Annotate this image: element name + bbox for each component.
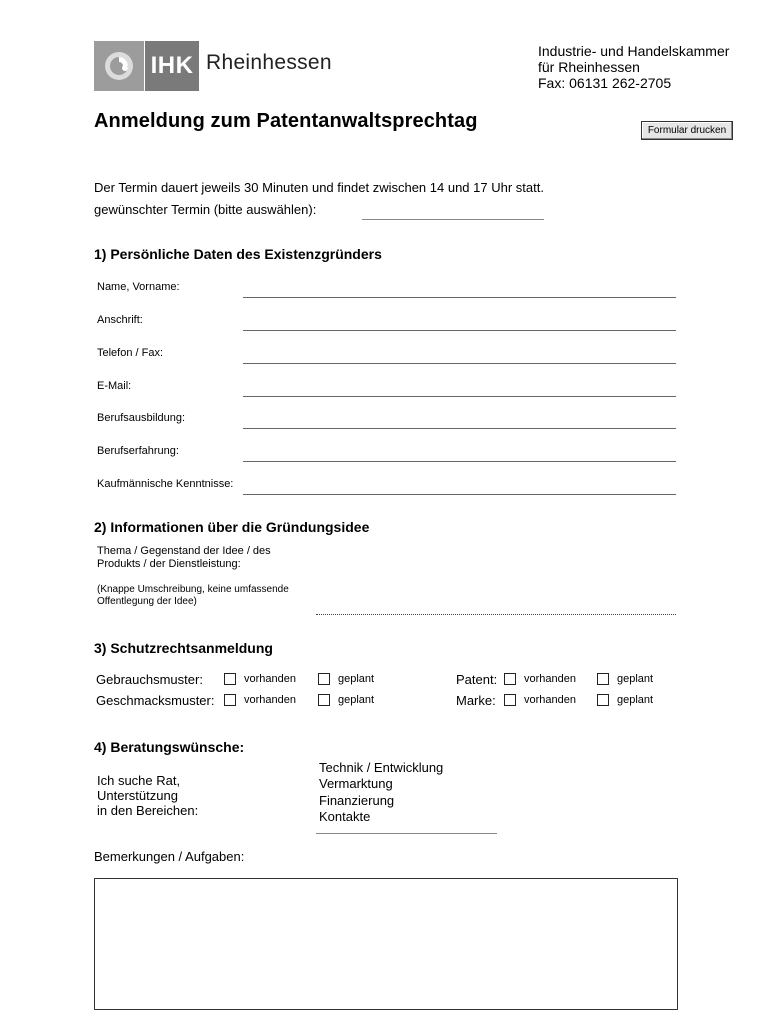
page-title: Anmeldung zum Patentanwaltsprechtag [94, 110, 478, 132]
org-fax: Fax: 06131 262-2705 [538, 75, 672, 91]
advice-option-kontakte[interactable]: Kontakte [319, 808, 371, 824]
address-field[interactable] [243, 330, 676, 331]
trademark-planned-label: geplant [617, 694, 654, 706]
utility-model-present-label: vorhanden [244, 673, 296, 685]
logo-region-text: Rheinhessen [206, 51, 332, 74]
business-knowledge-field[interactable] [243, 494, 676, 495]
termin-label: gewünschter Termin (bitte auswählen): [94, 202, 317, 217]
trademark-label: Marke: [456, 693, 496, 708]
emblem-icon [94, 41, 144, 91]
design-present-checkbox[interactable] [224, 694, 236, 706]
organization-address [538, 43, 729, 91]
advice-label-line3: in den Bereichen: [97, 803, 199, 818]
idea-topic-label [97, 545, 271, 571]
advice-options-underline [316, 833, 497, 834]
email-field[interactable] [243, 396, 676, 397]
business-knowledge-label: Kaufmännische Kenntnisse: [97, 478, 234, 490]
utility-model-planned-checkbox[interactable] [318, 673, 330, 685]
section4-heading: 4) Beratungswünsche: [94, 739, 245, 755]
patent-present-label: vorhanden [524, 673, 576, 685]
phone-fax-field[interactable] [243, 363, 676, 364]
idea-note [97, 584, 289, 608]
advice-label [97, 773, 198, 818]
utility-model-planned-label: geplant [338, 673, 375, 685]
name-label: Name, Vorname: [97, 281, 180, 293]
design-present-label: vorhanden [244, 694, 296, 706]
intro-text: Der Termin dauert jeweils 30 Minuten und findet zwischen 14 und 17 Uhr statt. [94, 180, 544, 195]
section2-heading: 2) Informationen über die Gründungsidee [94, 519, 370, 535]
idea-field[interactable] [316, 614, 676, 615]
idea-note-line1: (Knappe Umschreibung, keine umfassende [97, 584, 289, 595]
design-planned-checkbox[interactable] [318, 694, 330, 706]
idea-topic-label-line2: Produkts / der Dienstleistung: [97, 558, 241, 570]
advice-option-technik[interactable]: Technik / Entwicklung [319, 760, 444, 775]
trademark-present-label: vorhanden [524, 694, 576, 706]
advice-label-line2: Unterstützung [97, 788, 178, 803]
org-line-1: Industrie- und Handelskammer [538, 43, 730, 59]
advice-label-line1: Ich suche Rat, [97, 773, 181, 788]
patent-present-checkbox[interactable] [504, 673, 516, 685]
education-field[interactable] [243, 428, 676, 429]
advice-options-list[interactable] [319, 760, 443, 825]
utility-model-label: Gebrauchsmuster: [96, 672, 203, 687]
experience-label: Berufserfahrung: [97, 445, 179, 457]
patent-planned-checkbox[interactable] [597, 673, 609, 685]
design-planned-label: geplant [338, 694, 375, 706]
idea-topic-label-line1: Thema / Gegenstand der Idee / des [97, 545, 271, 557]
section3-heading: 3) Schutzrechtsanmeldung [94, 640, 273, 656]
trademark-present-checkbox[interactable] [504, 694, 516, 706]
email-label: E-Mail: [97, 380, 132, 392]
phone-fax-label: Telefon / Fax: [97, 347, 164, 359]
logo-emblem [94, 41, 144, 91]
idea-note-line2: Offentlegung der Idee) [97, 596, 197, 607]
name-field[interactable] [243, 297, 676, 298]
patent-planned-label: geplant [617, 673, 654, 685]
org-line-2: für Rheinhessen [538, 59, 640, 75]
remarks-textarea[interactable] [94, 878, 678, 1010]
advice-option-finanzierung[interactable]: Finanzierung [319, 792, 395, 808]
print-form-button[interactable]: Formular drucken [641, 121, 733, 140]
termin-select-field[interactable] [362, 219, 544, 220]
education-label: Berufsausbildung: [97, 412, 186, 424]
address-label: Anschrift: [97, 314, 143, 326]
logo-ihk-text: IHK [145, 41, 199, 91]
patent-label: Patent: [456, 672, 498, 687]
advice-option-vermarktung[interactable]: Vermarktung [319, 776, 393, 792]
section1-heading: 1) Persönliche Daten des Existenzgründers [94, 246, 382, 262]
design-label: Geschmacksmuster: [96, 693, 215, 708]
utility-model-present-checkbox[interactable] [224, 673, 236, 685]
experience-field[interactable] [243, 461, 676, 462]
ihk-logo [94, 41, 332, 91]
trademark-planned-checkbox[interactable] [597, 694, 609, 706]
remarks-label: Bemerkungen / Aufgaben: [94, 849, 245, 864]
